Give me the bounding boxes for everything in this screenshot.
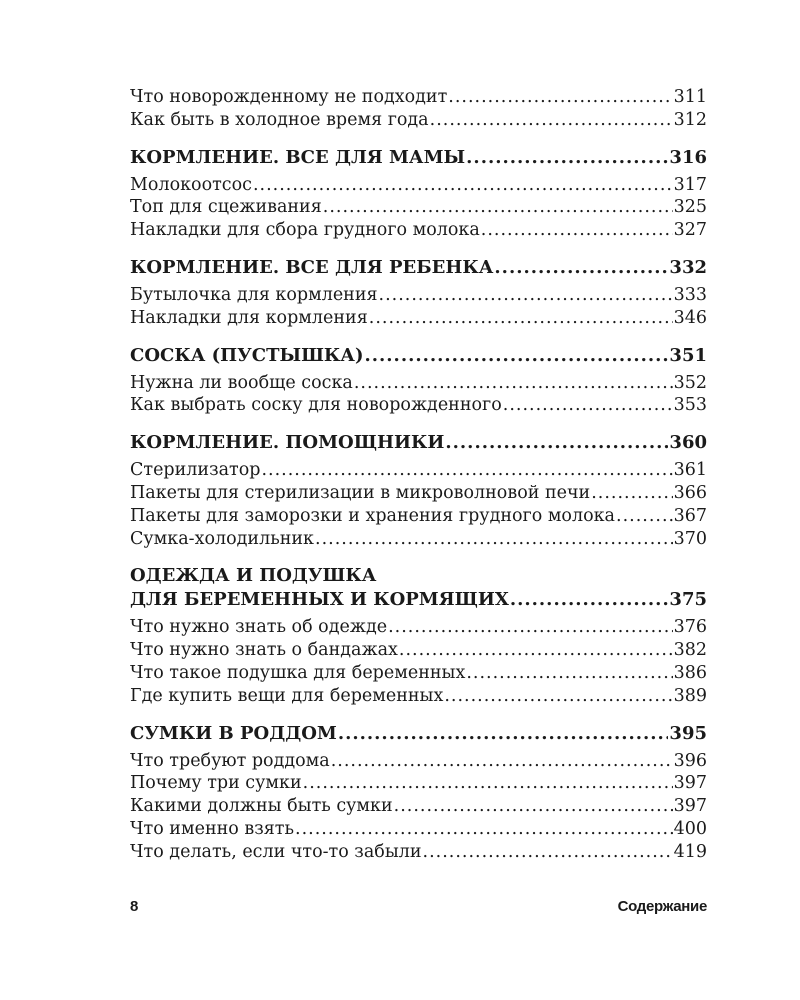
- dot-leader: [354, 372, 673, 395]
- heading-page: 316: [669, 146, 707, 168]
- entry-title: Бутылочка для кормления: [130, 284, 378, 305]
- entry-page: 382: [673, 640, 707, 661]
- entry-page: 376: [673, 617, 707, 638]
- dot-leader: [399, 639, 673, 662]
- toc-entry: [130, 841, 707, 864]
- dot-leader: [364, 344, 668, 368]
- toc-section-feeding-baby: [130, 256, 707, 330]
- toc-entry: [130, 219, 707, 242]
- running-title: Содержание: [617, 898, 707, 915]
- entry-page: 325: [673, 197, 707, 218]
- toc-entry: [130, 528, 707, 551]
- section-heading: [130, 722, 707, 746]
- entry-title: Что именно взять: [130, 818, 295, 839]
- section-heading: [130, 344, 707, 368]
- entry-page: 386: [673, 662, 707, 683]
- toc-entry: [130, 459, 707, 482]
- entry-title: Что нужно знать об одежде: [130, 617, 388, 638]
- dot-leader: [510, 588, 669, 612]
- dot-leader: [466, 146, 668, 170]
- dot-leader: [379, 284, 673, 307]
- entry-page: 333: [673, 284, 707, 305]
- dot-leader: [261, 459, 672, 482]
- toc-continuation: [130, 86, 707, 132]
- entry-title: Где купить вещи для беременных: [130, 685, 444, 706]
- toc-entry: [130, 284, 707, 307]
- dot-leader: [430, 109, 673, 132]
- section-heading: [130, 431, 707, 455]
- entry-title: Какими должны быть сумки: [130, 796, 393, 817]
- dot-leader: [331, 750, 673, 773]
- entry-title: Как быть в холодное время года: [130, 109, 429, 130]
- entry-title: Что нужно знать о бандажах: [130, 640, 398, 661]
- toc-entry: [130, 818, 707, 841]
- toc-entry: [130, 772, 707, 795]
- entry-page: 361: [673, 460, 707, 481]
- entry-title: Что новорожденному не подходит: [130, 87, 448, 107]
- dot-leader: [394, 795, 673, 818]
- dot-leader: [481, 219, 673, 242]
- heading-title: ДЛЯ БЕРЕМЕННЫХ И КОРМЯЩИХ: [130, 589, 509, 611]
- heading-title: СУМКИ В РОДДОМ: [130, 722, 337, 744]
- dot-leader: [591, 482, 672, 505]
- dot-leader: [466, 662, 672, 685]
- entry-page: 389: [673, 685, 707, 706]
- dot-leader: [448, 86, 672, 109]
- dot-leader: [423, 841, 673, 864]
- entry-page: 327: [673, 220, 707, 241]
- entry-title: Сумка-холодильник: [130, 528, 314, 549]
- table-of-contents: [130, 86, 707, 878]
- entry-page: 400: [673, 818, 707, 839]
- toc-entry: [130, 795, 707, 818]
- entry-page: 396: [673, 750, 707, 771]
- entry-title: Пакеты для заморозки и хранения грудного молока: [130, 505, 615, 526]
- toc-entry: [130, 662, 707, 685]
- toc-entry: [130, 174, 707, 197]
- entry-title: Молокоотсос: [130, 174, 252, 195]
- toc-entry: [130, 86, 707, 109]
- toc-entry: [130, 109, 707, 132]
- dot-leader: [253, 174, 673, 197]
- entry-title: Топ для сцеживания: [130, 197, 322, 218]
- page-number: 8: [130, 898, 139, 915]
- dot-leader: [303, 772, 673, 795]
- dot-leader: [444, 685, 672, 708]
- entry-page: 353: [673, 395, 707, 416]
- dot-leader: [338, 722, 669, 746]
- heading-title: КОРМЛЕНИЕ. ПОМОЩНИКИ: [130, 432, 445, 454]
- toc-section-pacifier: [130, 344, 707, 418]
- heading-page: 360: [669, 432, 707, 454]
- entry-title: Стерилизатор: [130, 460, 261, 481]
- entry-title: Нужна ли вообще соска: [130, 372, 353, 393]
- entry-page: 419: [673, 841, 707, 862]
- entry-title: Что такое подушка для беременных: [130, 662, 466, 683]
- toc-entry: [130, 394, 707, 417]
- toc-entry: [130, 196, 707, 219]
- entry-title: Пакеты для стерилизации в микроволновой печи: [130, 482, 591, 503]
- entry-page: 312: [673, 109, 707, 130]
- entry-title: Как выбрать соску для новорожденного: [130, 395, 502, 416]
- entry-title: Почему три сумки: [130, 773, 302, 794]
- section-heading-line1: ОДЕЖДА И ПОДУШКА: [130, 565, 377, 587]
- dot-leader: [295, 818, 673, 841]
- toc-entry: [130, 482, 707, 505]
- dot-leader: [315, 528, 673, 551]
- entry-page: 397: [673, 773, 707, 794]
- heading-page: 395: [669, 722, 707, 744]
- toc-entry: [130, 685, 707, 708]
- entry-page: 317: [673, 174, 707, 195]
- section-heading: [130, 588, 707, 612]
- dot-leader: [388, 616, 673, 639]
- toc-entry: [130, 639, 707, 662]
- entry-title: Что делать, если что-то забыли: [130, 841, 422, 862]
- toc-entry: [130, 505, 707, 528]
- entry-page: 370: [673, 528, 707, 549]
- entry-title: Накладки для сбора грудного молока: [130, 220, 480, 241]
- entry-page: 367: [673, 505, 707, 526]
- heading-page: 375: [669, 589, 707, 611]
- dot-leader: [369, 307, 673, 330]
- toc-section-feeding-mom: [130, 146, 707, 242]
- entry-page: 346: [673, 307, 707, 328]
- heading-page: 351: [669, 344, 707, 366]
- entry-page: 397: [673, 796, 707, 817]
- toc-entry: [130, 307, 707, 330]
- heading-title: КОРМЛЕНИЕ. ВСЕ ДЛЯ РЕБЕНКА: [130, 256, 494, 278]
- heading-title: КОРМЛЕНИЕ. ВСЕ ДЛЯ МАМЫ: [130, 146, 466, 168]
- section-heading: [130, 146, 707, 170]
- entry-title: Что требуют роддома: [130, 750, 330, 771]
- dot-leader: [503, 394, 673, 417]
- dot-leader: [323, 196, 673, 219]
- toc-entry: [130, 616, 707, 639]
- toc-entry: [130, 372, 707, 395]
- entry-page: 311: [673, 87, 707, 107]
- entry-title: Накладки для кормления: [130, 307, 368, 328]
- toc-section-hospital-bags: [130, 722, 707, 864]
- dot-leader: [445, 431, 668, 455]
- page-footer: [130, 898, 707, 915]
- entry-page: 366: [673, 482, 707, 503]
- toc-entry: [130, 750, 707, 773]
- section-heading: [130, 256, 707, 280]
- dot-leader: [616, 505, 673, 528]
- toc-section-clothing-pillow: [130, 564, 707, 707]
- dot-leader: [494, 256, 668, 280]
- heading-page: 332: [669, 256, 707, 278]
- heading-title: СОСКА (ПУСТЫШКА): [130, 344, 364, 366]
- toc-section-feeding-helpers: [130, 431, 707, 550]
- entry-page: 352: [673, 372, 707, 393]
